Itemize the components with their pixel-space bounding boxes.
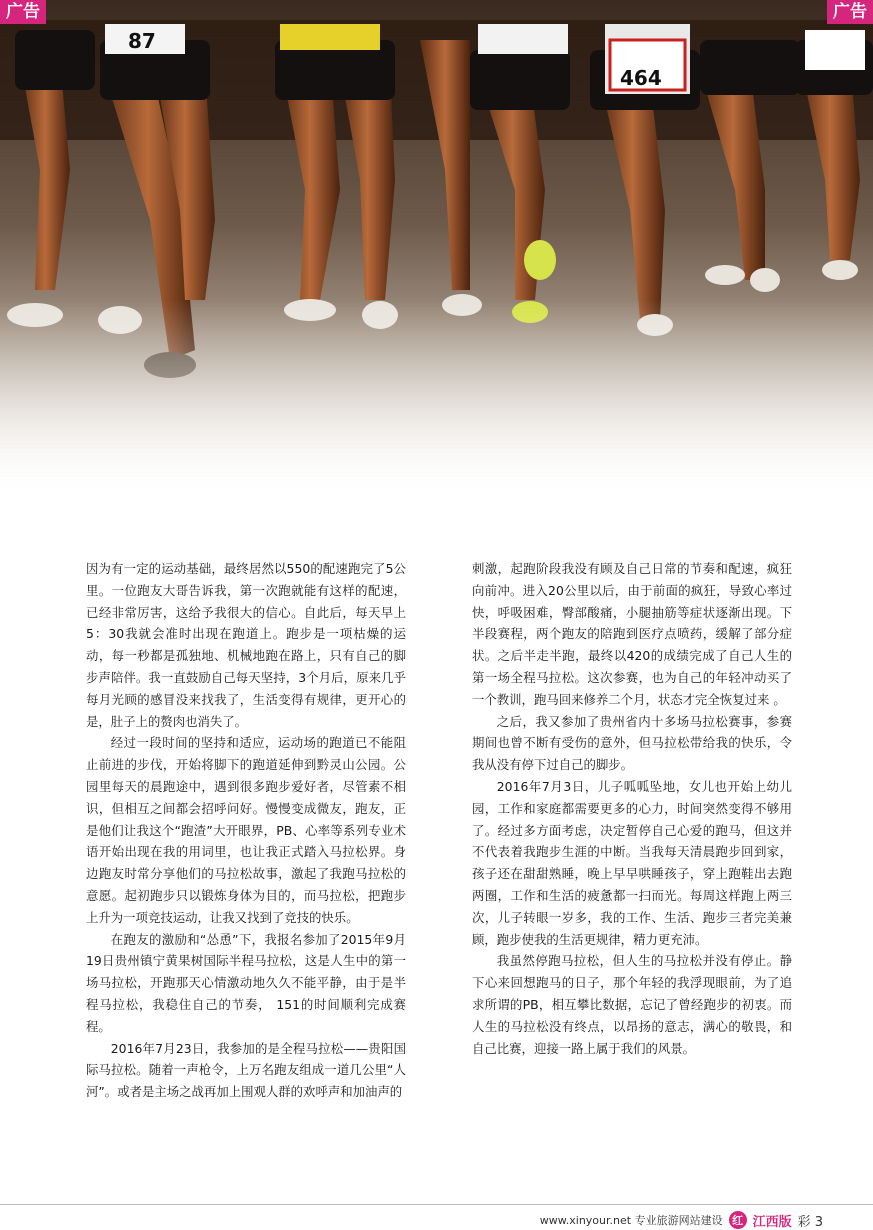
bib-87: 87 <box>128 29 156 53</box>
bib-464: 464 <box>620 66 662 90</box>
page-footer <box>540 1210 823 1230</box>
article-paragraph: 刺激，起跑阶段我没有顾及自己日常的节奏和配速，疯狂向前冲。进入20公里以后，由于前面的疯狂，导致心率过快，呼吸困难，臀部酸痛，小腿抽筋等症状逐渐出现。下半段赛程，两个跑友的陪跑到医疗点喷药，缓解了部分症状。之后半走半跑，最终以420的成绩完成了自己人生的第一场全程马拉松。这次参赛，也为自己的年轻冲动买了一个教训，跑马回来修养二个月，状态才完全恢复过来 。 <box>472 561 792 707</box>
footer-divider <box>0 1204 873 1205</box>
article-paragraph: 2016年7月3日，儿子呱呱坠地，女儿也开始上幼儿园，工作和家庭都需要更多的心力，时间突然变得不够用了。经过多方面考虑，决定暂停自己心爱的跑马，但这并不代表着我跑步生涯的中断。当我每天清晨跑步回到家，孩子还在甜甜熟睡，晚上早早哄睡孩子，穿上跑鞋出去跑两圈，工作和生活的疲惫都一扫而光。每周这样跑上两三次，儿子转眼一岁多，我的工作、生活、跑步三者完美兼顾，跑步使我的生活更规律，精力更充沛。 <box>472 778 792 947</box>
article-paragraph: 2016年7月23日，我参加的是全程马拉松——贵阳国际马拉松。随着一声枪令，上万名跑友组成一道几公里“人河”。或者是主场之战再加上围观人群的欢呼声和加油声的 <box>86 1040 406 1100</box>
hero-photo <box>0 0 873 500</box>
ad-label-left: 广告 <box>0 0 46 24</box>
article-paragraph: 因为有一定的运动基础，最终居然以550的配速跑完了5公里。一位跑友大哥告诉我，第一次跑就能有这样的配速，已经非常厉害，这给予我很大的信心。自此后，每天早上5：30我就会准时出现在跑道上。跑步是一项枯燥的运动，每一秒都是孤独地、机械地跑在路上，只有自己的脚步声陪伴。我一直鼓励自己每天坚持，3个月后，原来几乎每月光顾的感冒没来找我了，生活变得有规律，更开心的是，肚子上的赘肉也消失了。 <box>86 561 406 729</box>
runners-illustration <box>0 0 873 500</box>
article-column-left <box>86 558 406 1103</box>
edition-label: 江西版 <box>752 1214 792 1230</box>
article-paragraph: 经过一段时间的坚持和适应，运动场的跑道已不能阻止前进的步伐，开始将脚下的跑道延伸到黔灵山公园。公园里每天的晨跑途中，遇到很多跑步爱好者，尽管素不相识，但相互之间都会招呼问好。慢慢变成微友，跑友，正是他们让我这个“跑渣”大开眼界，PB、心率等系列专业术语开始出现在我的用词里，也让我正式踏入马拉松界。身边跑友时常分享他们的马拉松故事，激起了我跑马拉松的意愿。起初跑步只以锻炼身体为目的，而马拉松，把跑步上升为一项竞技运动，让我又找到了竞技的快乐。 <box>86 735 406 925</box>
ad-label-right: 广告 <box>827 0 873 24</box>
article-paragraph: 之后，我又参加了贵州省内十多场马拉松赛事，参赛期间也曾不断有受伤的意外，但马拉松带给我的快乐，令我从没有停下过自己的脚步。 <box>472 713 792 773</box>
footer-site-text: www.xinyour.net 专业旅游网站建设 <box>539 1214 723 1227</box>
page-number: 彩 3 <box>797 1214 823 1230</box>
article-paragraph: 我虽然停跑马拉松，但人生的马拉松并没有停止。静下心来回想跑马的日子，那个年轻的我浮现眼前，为了追求所谓的PB，相互攀比数据，忘记了曾经跑步的初衷。而人生的马拉松没有终点，以昂扬的意志，满心的敬畏，和自己比赛，迎接一路上属于我们的风景。 <box>472 953 792 1056</box>
article-column-right <box>472 558 792 1059</box>
article-paragraph: 在跑友的激励和“怂恿”下，我报名参加了2015年9月19日贵州镇宁黄果树国际半程马拉松，这是人生中的第一场马拉松，开跑那天心情激动地久久不能平静，由于是半程马拉松，我稳住自己的节奏， 151的时间顺利完成赛程。 <box>86 931 406 1034</box>
edition-logo-icon: 红 <box>729 1211 747 1229</box>
